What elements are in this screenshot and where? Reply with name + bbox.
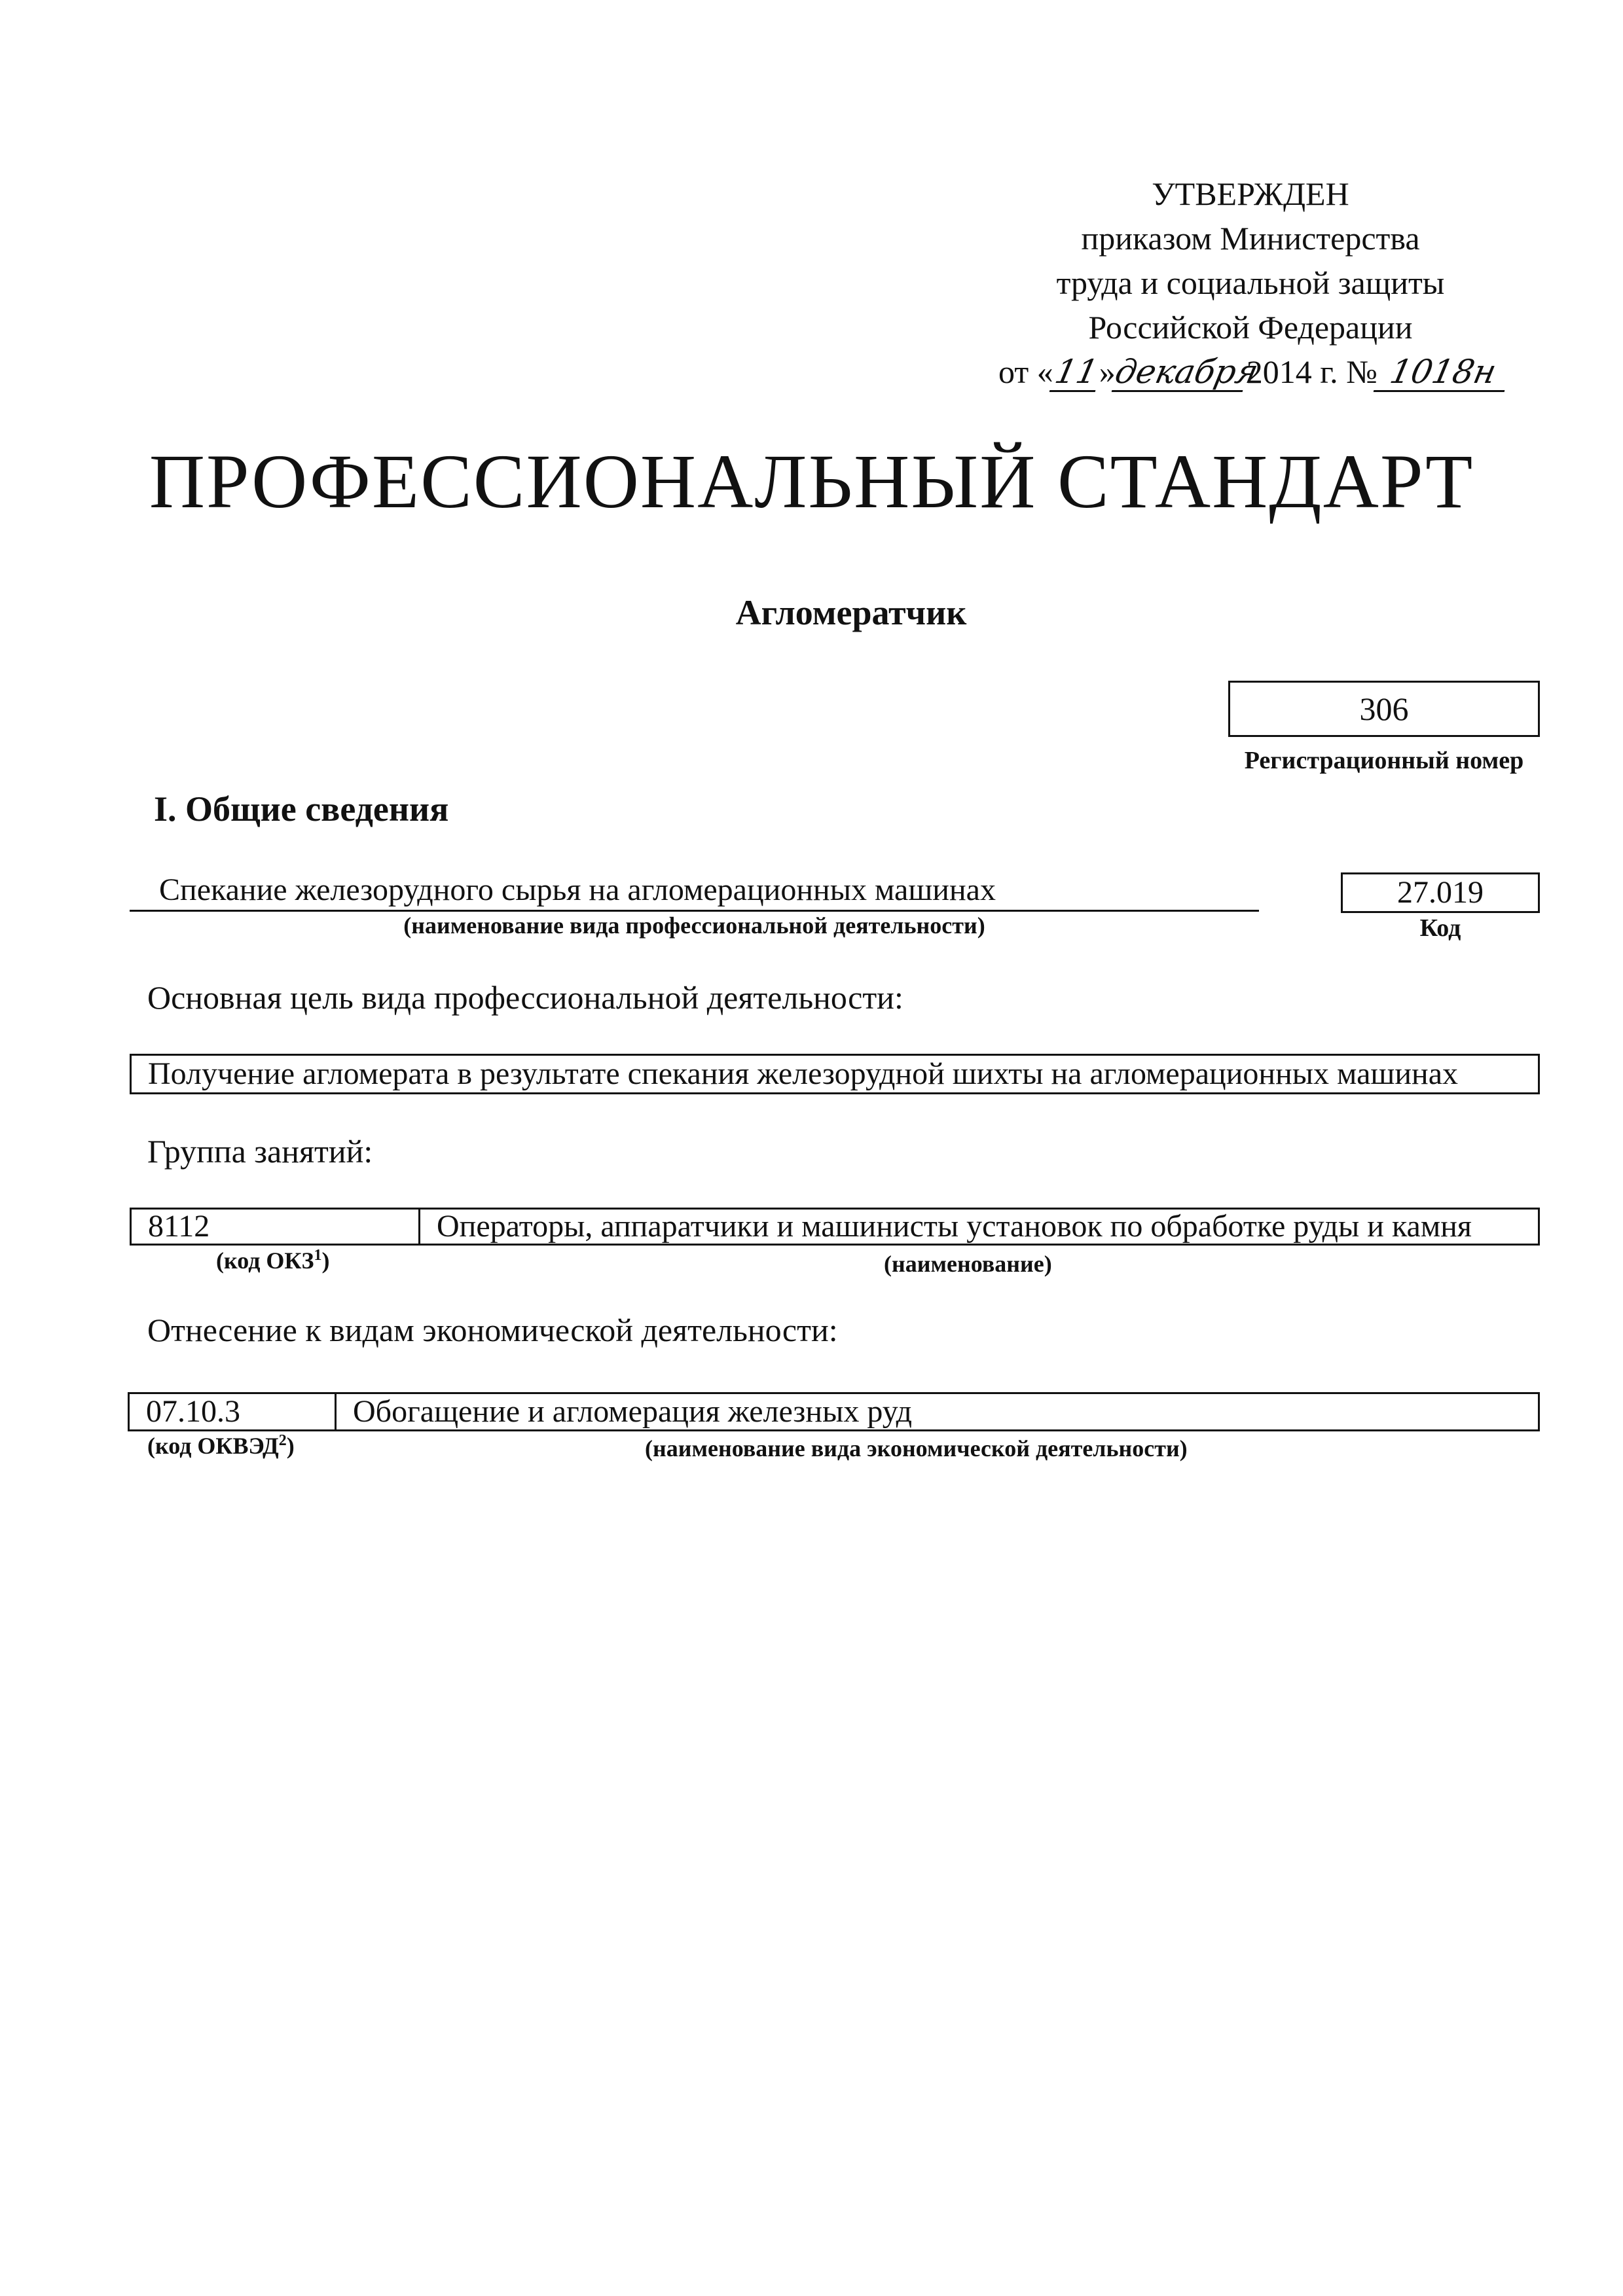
okz-code-caption: (код ОКЗ$^1$) (216, 1247, 330, 1274)
occupation-name-cell: Операторы, аппаратчики и машинисты установок по обработке руды и камня (437, 1209, 1472, 1244)
approval-year: 2014 г. № (1246, 353, 1377, 390)
activity-code-caption: Код (1419, 914, 1461, 942)
registration-number-caption: Регистрационный номер (1244, 747, 1524, 774)
okz-code-cell: 8112 (132, 1210, 420, 1244)
registration-number-box: 306 (1228, 681, 1540, 737)
approval-block (969, 171, 1532, 394)
approval-heading: УТВЕРЖДЕН (1152, 175, 1349, 212)
approval-line: приказом Министерства (1081, 220, 1420, 257)
okved-code-caption: (код ОКВЭД$^2$) (147, 1432, 295, 1459)
economic-activity-name-cell: Обогащение и агломерация железных руд (353, 1394, 913, 1429)
activity-code-box: 27.019 (1341, 872, 1540, 913)
approval-line: труда и социальной защиты (1056, 264, 1445, 301)
activity-name-line (130, 870, 1259, 912)
economic-activity-label: Отнесение к видам экономической деятельности: (147, 1312, 838, 1348)
handwritten-month: декабря (1111, 353, 1262, 391)
occupation-name-caption: (наименование) (884, 1251, 1052, 1277)
approval-date-line: от «11»декабря2014 г. № 1018н (969, 350, 1532, 394)
goal-label: Основная цель вида профессиональной деятельности: (147, 979, 903, 1016)
economic-activity-row (128, 1392, 1540, 1431)
profession-title: Агломератчик (735, 593, 967, 632)
approval-line: Российской Федерации (1088, 309, 1413, 346)
handwritten-day: 11 (1049, 353, 1103, 392)
okved-code-cell: 07.10.3 (130, 1394, 337, 1429)
economic-activity-name-caption: (наименование вида экономической деятельности) (645, 1435, 1188, 1462)
activity-name-caption: (наименование вида профессиональной деятельности) (403, 912, 985, 939)
section-title: I. Общие сведения (154, 789, 449, 829)
activity-name: Спекание железорудного сырья на агломерационных машинах (159, 872, 996, 907)
page-title: ПРОФЕССИОНАЛЬНЫЙ СТАНДАРТ (149, 439, 1474, 524)
handwritten-order-number: 1018н (1374, 353, 1513, 392)
occupation-group-row (130, 1208, 1540, 1246)
occupation-group-label: Группа занятий: (147, 1133, 373, 1170)
goal-box: Получение агломерата в результате спекания железорудной шихты на агломерационных машинах (130, 1054, 1540, 1094)
